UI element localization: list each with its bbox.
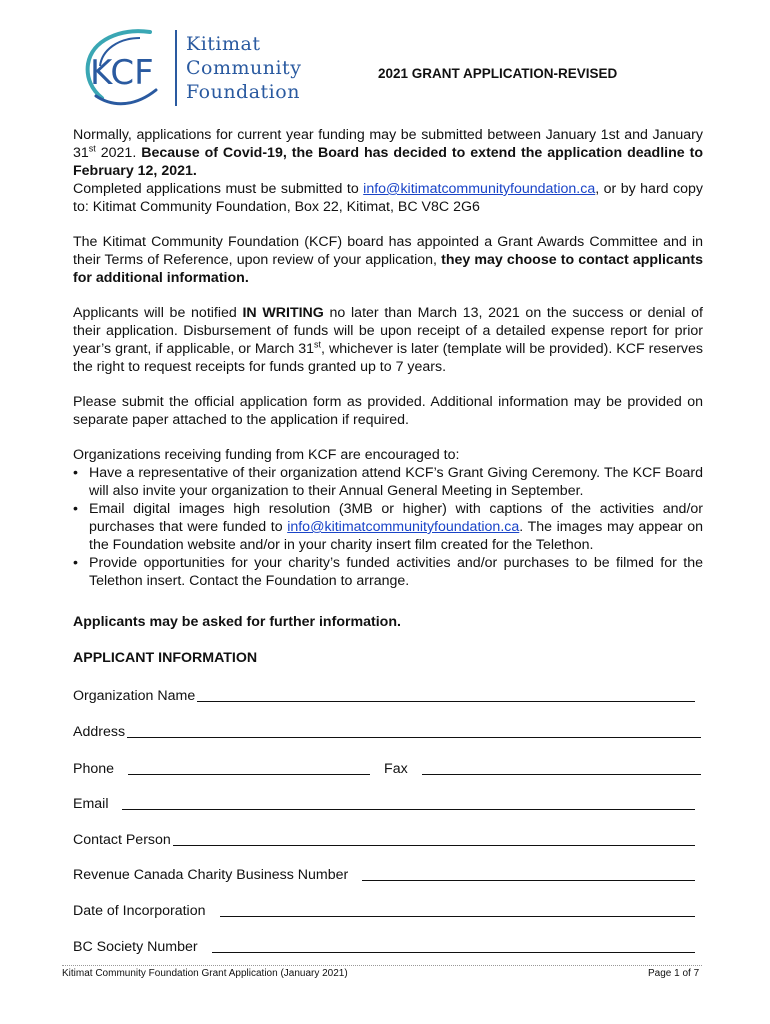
committee-bold: they may choose to contact applicants for additional information.: [73, 252, 703, 286]
notify-paragraph: [73, 304, 703, 376]
email-field[interactable]: [73, 792, 695, 812]
page-number: Page 1 of 7: [648, 968, 700, 979]
intro-text-1: Normally, applications for current year funding may be submitted between January 1st and January 31: [73, 127, 703, 161]
revenue-label: Revenue Canada Charity Business Number: [73, 867, 349, 883]
applicant-heading: APPLICANT INFORMATION: [73, 650, 258, 666]
committee-text: The Kitimat Community Foundation (KCF) board has appointed a Grant Awards Committee and in their Terms of Reference, upon review of your application,: [73, 234, 703, 268]
footer-divider: [62, 965, 702, 966]
phone-line[interactable]: [128, 759, 370, 775]
email-label: Email: [73, 796, 109, 812]
email-link-2[interactable]: info@kitimatcommunityfoundation.ca: [287, 519, 520, 535]
logo-line-1: Kitimat: [186, 33, 261, 55]
list-item: • Have a representative of their organization attend KCF’s Grant Giving Ceremony. The KCF Board will also invite your organization to their Annual General Meeting in September.: [73, 464, 703, 500]
encourage-list: [73, 464, 703, 590]
notify-bold: IN WRITING: [242, 305, 324, 321]
phone-label: Phone: [73, 761, 115, 777]
contact-label: Contact Person: [73, 832, 171, 848]
logo-abbr: KCF: [90, 53, 154, 93]
list-item: • Provide opportunities for your charity’s funded activities and/or purchases to be filmed for the Telethon insert. Contact the Foundation to arrange.: [73, 554, 703, 590]
intro-paragraph: [73, 126, 703, 216]
list-item: [73, 500, 703, 554]
notify-sup: st: [314, 339, 322, 350]
society-label: BC Society Number: [73, 939, 198, 955]
bullet-2-text-b: . The images may appear on the Foundation website and/or in your charity insert film created for the Telethon.: [89, 519, 703, 553]
org-name-label: Organization Name: [73, 688, 196, 704]
logo-wordmark: [186, 32, 301, 104]
revenue-number-field[interactable]: [73, 863, 695, 883]
encourage-section: [73, 446, 703, 590]
notify-text-3: , whichever is later (template will be provided). KCF reserves the right to request receipts for funds granted up to 7 years.: [73, 341, 703, 375]
further-info-note: Applicants may be asked for further information.: [73, 614, 401, 630]
intro-sup-1: st: [88, 143, 96, 154]
society-line[interactable]: [212, 937, 695, 953]
contact-person-field[interactable]: [73, 828, 695, 848]
address-line[interactable]: [127, 722, 701, 738]
contact-line[interactable]: [173, 830, 695, 846]
incorporation-label: Date of Incorporation: [73, 903, 206, 919]
logo-line-2: Community: [186, 57, 302, 79]
page-title: 2021 GRANT APPLICATION-REVISED: [378, 66, 618, 81]
encourage-intro: Organizations receiving funding from KCF are encouraged to:: [73, 447, 460, 463]
footer-title: Kitimat Community Foundation Grant Application (January 2021): [62, 968, 348, 979]
email-line[interactable]: [122, 794, 695, 810]
org-name-line[interactable]: [197, 686, 695, 702]
committee-paragraph: [73, 233, 703, 287]
address-label: Address: [73, 724, 126, 740]
incorporation-date-field[interactable]: [73, 899, 695, 919]
address-field[interactable]: [73, 720, 701, 740]
submit-paragraph: Please submit the official application form as provided. Additional information may be provided on separate paper attached to the application if required.: [73, 394, 703, 428]
intro-text-3: Completed applications must be submitted to: [73, 181, 364, 197]
logo-line-3: Foundation: [186, 81, 300, 103]
notify-text-2: no later than March 13, 2021 on the success or denial of their application. Disbursement of funds will be upon receipt of a detailed expense report for prior year’s grant, if applicable, or March 31: [73, 305, 703, 357]
org-name-field[interactable]: [73, 684, 695, 704]
intro-text-4: , or by hard copy to: Kitimat Community Foundation, Box 22, Kitimat, BC V8C 2G6: [73, 181, 703, 215]
fax-label: Fax: [384, 761, 408, 777]
intro-text-2: 2021.: [95, 145, 142, 161]
phone-fax-row: [73, 757, 701, 777]
notify-text-1: Applicants will be notified: [73, 305, 243, 321]
revenue-line[interactable]: [362, 865, 695, 881]
intro-bold: Because of Covid-19, the Board has decided to extend the application deadline to February 12, 2021.: [73, 145, 703, 179]
society-number-field[interactable]: [73, 935, 695, 955]
bullet-2-text-a: Email digital images high resolution (3MB or higher) with captions of the activities and/or purchases that were funded to: [89, 501, 703, 535]
incorporation-line[interactable]: [220, 901, 696, 917]
email-link[interactable]: info@kitimatcommunityfoundation.ca: [363, 181, 596, 197]
fax-line[interactable]: [422, 759, 701, 775]
